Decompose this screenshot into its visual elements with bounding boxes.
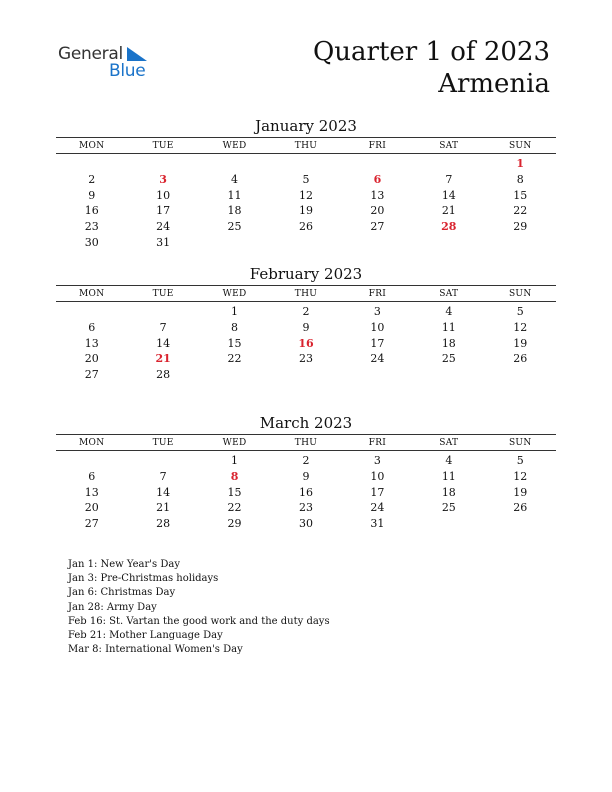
brand-logo [58,44,168,84]
day-cell: 23 [298,501,313,515]
day-grid [56,304,556,383]
page-title-country: Armenia [438,69,550,99]
day-cell: 1 [516,157,525,170]
day-cell: 6 [88,469,96,483]
day-cell: 14 [441,188,456,202]
day-cell: 25 [441,352,456,366]
day-cell: 8 [516,172,524,186]
day-cell: 19 [513,336,528,350]
logo-text-blue: Blue [109,61,146,81]
day-cell: 3 [159,172,167,186]
empty-day-cell [342,156,413,172]
day-cell: 24 [156,220,171,234]
day-cell: 9 [302,320,310,334]
day-cell: 7 [159,320,167,334]
day-cell: 22 [227,501,242,515]
day-cell: 8 [230,469,239,483]
day-cell: 3 [373,305,381,318]
day-cell: 17 [156,204,171,218]
day-cell: 16 [84,204,99,218]
weekday-label: TUE [152,140,174,151]
holiday-list [68,558,330,657]
weekday-label: TUE [152,288,174,299]
page-title-quarter: Quarter 1 of 2023 [312,37,550,67]
day-cell: 4 [445,454,453,467]
day-cell: 3 [373,454,381,467]
weekday-label: SUN [508,288,532,299]
month-title: February 2023 [249,265,363,283]
weekday-label: THU [294,288,318,299]
day-cell: 16 [298,336,314,350]
weekday-label: FRI [368,140,387,151]
day-cell: 13 [370,188,385,202]
empty-day-cell [56,156,127,172]
day-cell: 29 [227,517,242,531]
day-cell: 4 [445,305,453,318]
empty-day-cell [127,304,198,320]
day-cell: 6 [88,320,96,334]
day-cell: 17 [370,336,385,350]
day-cell: 11 [227,188,242,202]
day-cell: 29 [513,220,528,234]
day-cell: 27 [84,517,99,531]
weekday-label: THU [294,437,318,448]
holiday-note: Feb 16: St. Vartan the good work and the duty days [68,615,330,627]
month-calendar-february [56,263,556,383]
holiday-note: Feb 21: Mother Language Day [68,630,223,642]
day-grid [56,156,556,251]
day-grid [56,453,556,532]
day-cell: 30 [84,235,99,249]
day-cell: 5 [516,305,524,318]
day-cell: 24 [370,352,385,366]
weekday-label: MON [79,140,105,151]
weekday-label: SUN [508,437,532,448]
day-cell: 26 [513,352,528,366]
day-cell: 22 [227,352,242,366]
weekday-label: SUN [508,140,532,151]
empty-day-cell [199,156,270,172]
weekday-label: SAT [439,437,459,448]
day-cell: 18 [441,485,456,499]
day-cell: 10 [370,469,385,483]
day-cell: 9 [302,469,310,483]
month-title: January 2023 [255,117,357,135]
day-cell: 1 [231,305,239,318]
day-cell: 30 [298,517,313,531]
day-cell: 10 [156,188,171,202]
day-cell: 26 [513,501,528,515]
holiday-note: Jan 3: Pre-Christmas holidays [68,573,219,585]
day-cell: 21 [155,352,171,366]
empty-day-cell [413,156,484,172]
weekday-label: THU [294,140,318,151]
day-cell: 7 [159,469,167,483]
day-cell: 14 [156,485,171,499]
day-cell: 9 [88,188,96,202]
logo-text-general: General [58,44,123,64]
day-cell: 18 [227,204,242,218]
day-cell: 10 [370,320,385,334]
day-cell: 7 [445,172,453,186]
day-cell: 28 [156,368,171,382]
holiday-note: Jan 1: New Year's Day [68,559,180,570]
weekday-label: SAT [439,288,459,299]
weekday-label: WED [222,437,247,448]
holiday-note: Jan 6: Christmas Day [68,587,176,599]
day-cell: 11 [441,469,456,483]
day-cell: 25 [227,220,242,234]
day-cell: 24 [370,501,385,515]
day-cell: 21 [156,501,171,515]
day-cell: 20 [84,501,99,515]
day-cell: 23 [84,220,99,234]
month-calendar-march [56,412,556,532]
day-cell: 28 [441,220,457,234]
day-cell: 23 [298,352,313,366]
day-cell: 28 [156,517,171,531]
weekday-header-row [56,285,556,302]
weekday-header-row [56,434,556,451]
day-cell: 20 [370,204,385,218]
weekday-label: MON [79,288,105,299]
month-title: March 2023 [259,414,353,432]
day-cell: 25 [441,501,456,515]
day-cell: 26 [298,220,313,234]
day-cell: 1 [231,454,239,467]
day-cell: 5 [516,454,524,467]
day-cell: 4 [231,172,239,186]
day-cell: 13 [84,336,99,350]
day-cell: 12 [298,188,313,202]
day-cell: 12 [513,320,528,334]
holiday-note: Jan 28: Army Day [68,601,157,613]
day-cell: 21 [441,204,456,218]
day-cell: 5 [302,172,310,186]
page-title [313,36,550,100]
empty-day-cell [56,453,127,469]
day-cell: 2 [302,454,310,467]
weekday-label: FRI [368,288,387,299]
empty-day-cell [270,156,341,172]
day-cell: 31 [156,235,171,249]
day-cell: 18 [441,336,456,350]
empty-day-cell [127,453,198,469]
day-cell: 13 [84,485,99,499]
day-cell: 15 [227,485,242,499]
day-cell: 19 [298,204,313,218]
weekday-label: WED [222,288,247,299]
day-cell: 6 [373,172,382,186]
day-cell: 16 [298,485,313,499]
day-cell: 27 [84,368,99,382]
day-cell: 27 [370,220,385,234]
day-cell: 14 [156,336,171,350]
day-cell: 2 [88,172,96,186]
day-cell: 12 [513,469,528,483]
month-calendar-january [56,115,556,251]
empty-day-cell [127,156,198,172]
day-cell: 20 [84,352,99,366]
weekday-label: FRI [368,437,387,448]
day-cell: 19 [513,485,528,499]
weekday-label: WED [222,140,247,151]
day-cell: 17 [370,485,385,499]
holiday-note: Mar 8: International Women's Day [68,644,243,656]
day-cell: 2 [302,305,310,318]
weekday-label: TUE [152,437,174,448]
day-cell: 15 [227,336,242,350]
day-cell: 31 [370,517,385,531]
day-cell: 15 [513,188,528,202]
weekday-label: SAT [439,140,459,151]
day-cell: 11 [441,320,456,334]
day-cell: 22 [513,204,528,218]
weekday-header-row [56,137,556,154]
empty-day-cell [56,304,127,320]
weekday-label: MON [79,437,105,448]
day-cell: 8 [231,320,239,334]
